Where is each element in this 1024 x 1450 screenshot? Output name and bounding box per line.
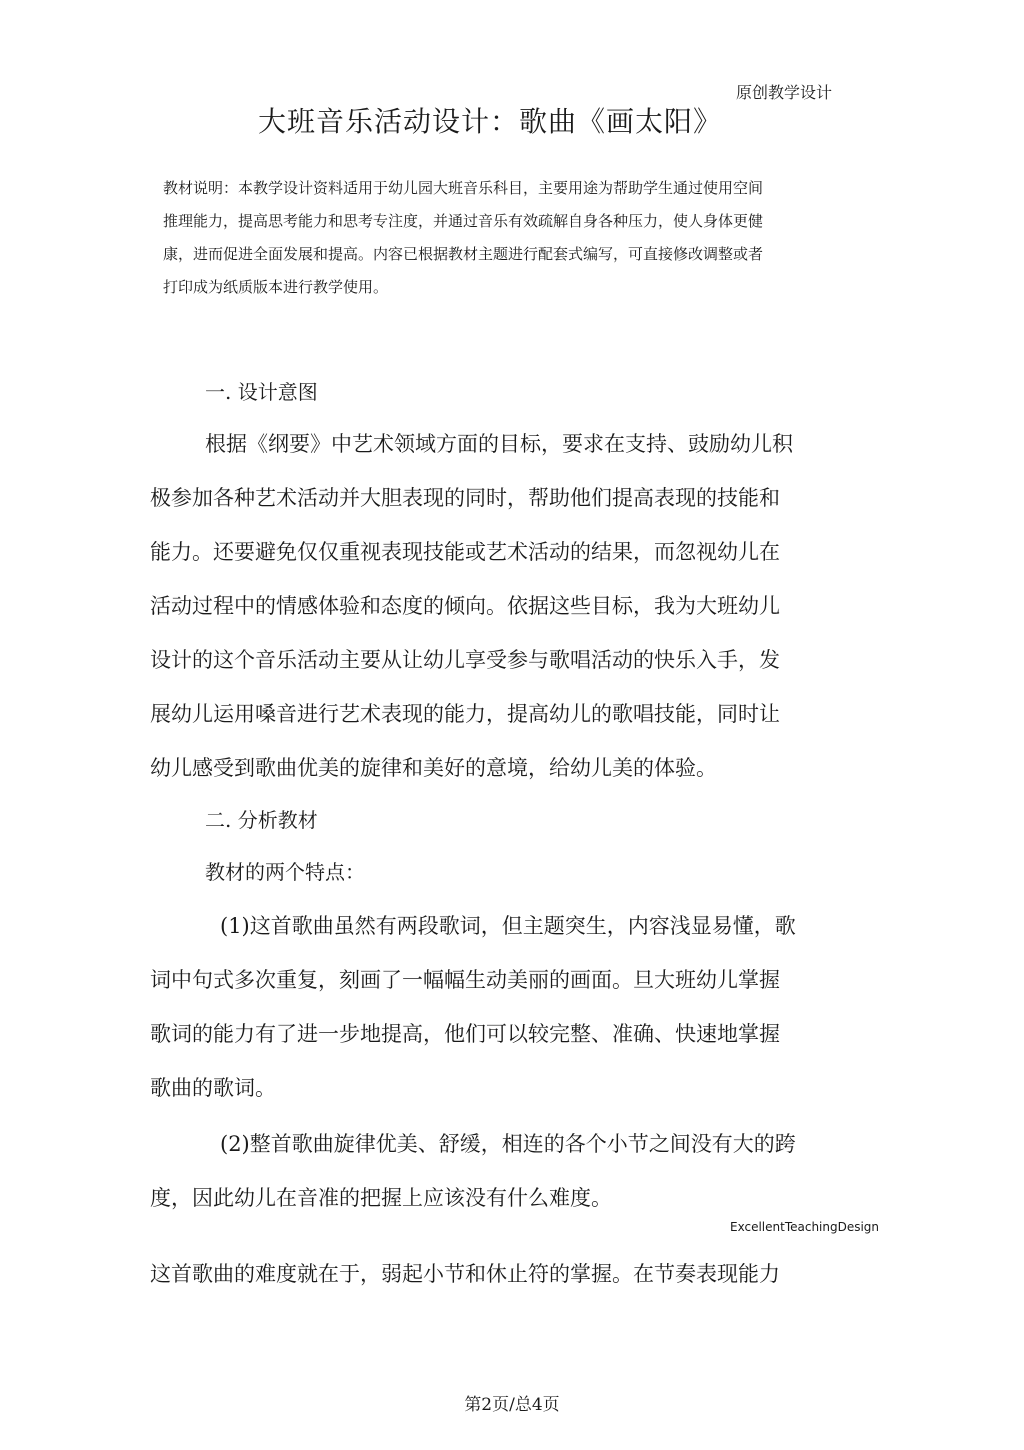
body-line: 设计的这个音乐活动主要从让幼儿享受参与歌唱活动的快乐入手，发 xyxy=(150,648,780,672)
intro-paragraph xyxy=(163,172,843,304)
section-heading-1: 一. 设计意图 xyxy=(205,380,318,404)
body-line: 活动过程中的情感体验和态度的倾向。依据这些目标，我为大班幼儿 xyxy=(150,594,780,618)
document-title: 大班音乐活动设计：歌曲《画太阳》 xyxy=(258,105,723,138)
intro-line: 打印成为纸质版本进行教学使用。 xyxy=(163,278,389,296)
body-line: 极参加各种艺术活动并大胆表现的同时，帮助他们提高表现的技能和 xyxy=(150,486,780,510)
header-tag: 原创教学设计 xyxy=(736,83,833,102)
intro-line: 推理能力，提高思考能力和思考专注度，并通过音乐有效疏解自身各种压力，使人身体更健 xyxy=(163,212,764,230)
intro-line: 康，进而促进全面发展和提高。内容已根据教材主题进行配套式编写，可直接修改调整或者 xyxy=(163,245,764,263)
body-line: 歌词的能力有了进一步地提高，他们可以较完整、准确、快速地掌握 xyxy=(150,1022,780,1046)
intro-line: 教材说明：本教学设计资料适用于幼儿园大班音乐科目，主要用途为帮助学生通过使用空间 xyxy=(163,179,764,197)
body-line: 词中句式多次重复，刻画了一幅幅生动美丽的画面。旦大班幼儿掌握 xyxy=(150,968,780,992)
body-line: 根据《纲要》中艺术领域方面的目标，要求在支持、豉励幼儿积 xyxy=(205,432,793,456)
body-line: (1)这首歌曲虽然有两段歌词，但主题突生，内容浅显易懂，歌 xyxy=(220,914,796,938)
body-line: 能力。还要避免仅仅重视表现技能或艺术活动的结果，而忽视幼儿在 xyxy=(150,540,780,564)
watermark-tag: ExcellentTeachingDesign xyxy=(730,1220,880,1234)
page-number: 第2页/总4页 xyxy=(464,1395,560,1415)
body-line: 度，因此幼儿在音准的把握上应该没有什么难度。 xyxy=(150,1186,612,1210)
body-line: 展幼儿运用嗓音进行艺术表现的能力，提高幼儿的歌唱技能，同时让 xyxy=(150,702,780,726)
section-heading-2: 二. 分析教材 xyxy=(205,808,318,832)
body-line: 这首歌曲的难度就在于，弱起小节和休止符的掌握。在节奏表现能力 xyxy=(150,1262,780,1286)
body-line: (2)整首歌曲旋律优美、舒缓，相连的各个小节之间没有大的跨 xyxy=(220,1132,796,1156)
section-subheading: 教材的两个特点： xyxy=(205,860,365,884)
body-line: 幼儿感受到歌曲优美的旋律和美好的意境，给幼儿美的体验。 xyxy=(150,756,717,780)
body-line: 歌曲的歌词。 xyxy=(150,1076,276,1100)
